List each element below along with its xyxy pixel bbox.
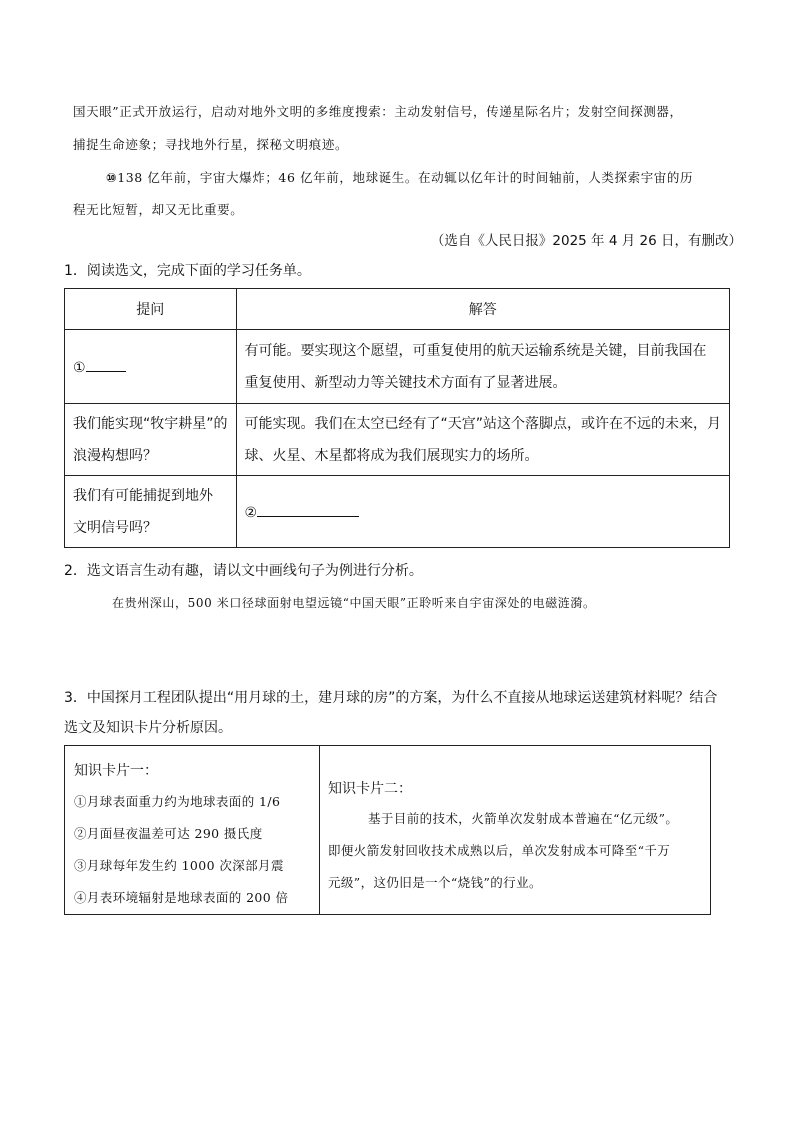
header-answer: 解答 [236, 289, 730, 330]
knowledge-card-1 [65, 746, 320, 914]
task-table-row-2 [65, 404, 730, 476]
row-1-question [65, 330, 237, 404]
passage-line-2: 捕捉生命迹象；寻找地外行星，探秘文明痕迹。 [73, 137, 349, 152]
row-2-question-line-2: 浪漫构想吗？ [73, 447, 157, 464]
question-3-prompt-line-1: 3．中国探月工程团队提出“用月球的土，建月球的房”的方案，为什么不直接从地球运送建筑材料呢？结合 [64, 690, 718, 706]
question-2-prompt: 2．选文语言生动有趣，请以文中画线句子为例进行分析。 [64, 563, 423, 579]
task-table-row-3 [65, 476, 730, 548]
passage-source: （选自《人民日报》2025 年 4 月 26 日，有删改） [430, 233, 742, 249]
knowledge-cards [64, 745, 711, 915]
row-1-answer-line-1: 有可能。要实现这个愿望，可重复使用的航天运输系统是关键，目前我国在 [244, 342, 707, 359]
card-1-item-4: ④月表环境辐射是地球表面的 200 倍 [74, 890, 289, 905]
question-3-prompt-line-2: 选文及知识卡片分析原因。 [64, 720, 232, 736]
card-1-item-1: ①月球表面重力约为地球表面的 1/6 [74, 794, 281, 809]
row-3-question-line-2: 文明信号吗？ [73, 519, 157, 536]
question-1-prompt: 1．阅读选文，完成下面的学习任务单。 [64, 263, 311, 279]
row-2-question [65, 404, 237, 476]
row-2-answer-line-2: 球、火星、木星都将成为我们展现实力的场所。 [244, 447, 539, 464]
row-2-answer [236, 404, 730, 476]
card-1-item-2: ②月面昼夜温差可达 290 摄氏度 [74, 826, 263, 841]
card-1-item-3: ③月球每年发生约 1000 次深部月震 [74, 858, 284, 873]
row-3-answer [236, 476, 730, 548]
paragraph-10-text: 138 亿年前，宇宙大爆炸；46 亿年前，地球诞生。在动辄以亿年计的时间轴前，人类探索宇宙的历 [117, 170, 694, 185]
row-2-answer-line-1: 可能实现。我们在太空已经有了“天宫”站这个落脚点，或许在不远的未来，月 [244, 415, 722, 432]
paragraph-10-line-1 [106, 170, 693, 186]
card-2-title: 知识卡片二： [328, 781, 412, 797]
row-1-question-marker: ① [73, 360, 86, 376]
row-3-question-line-1: 我们有可能捕捉到地外 [73, 487, 213, 504]
paragraph-10-marker: ⑩ [106, 170, 118, 185]
task-table [64, 288, 730, 548]
card-2-line-2: 即便火箭发射回收技术成熟以后，单次发射成本可降至“千万 [328, 843, 671, 858]
row-2-question-line-1: 我们能实现“牧宇耕星”的 [73, 415, 228, 432]
card-2-line-1: 基于目前的技术，火箭单次发射成本普遍在“亿元级”。 [368, 811, 679, 826]
row-1-answer-line-2: 重复使用、新型动力等关键技术方面有了显著进展。 [244, 374, 567, 391]
underlined-sentence: 在贵州深山，500 米口径球面射电望远镜“中国天眼”正聆听来自宇宙深处的电磁涟漪。 [112, 596, 596, 610]
row-3-answer-marker: ② [244, 505, 258, 521]
paragraph-10-line-2: 程无比短暂，却又无比重要。 [73, 202, 244, 217]
task-table-header-row [65, 289, 730, 330]
row-1-answer [236, 330, 730, 404]
task-table-row-1 [65, 330, 730, 404]
row-3-question [65, 476, 237, 548]
card-1-title: 知识卡片一： [74, 763, 158, 779]
row-3-answer-blank[interactable] [257, 502, 359, 517]
header-question: 提问 [65, 289, 237, 330]
card-2-line-3: 元级”，这仍旧是一个“烧钱”的行业。 [328, 875, 542, 890]
passage-line-1: 国天眼”正式开放运行，启动对地外文明的多维度搜索：主动发射信号，传递星际名片；发射空间探测器， [73, 104, 683, 119]
knowledge-card-2 [320, 746, 710, 914]
row-1-answer-blank[interactable] [86, 357, 126, 372]
